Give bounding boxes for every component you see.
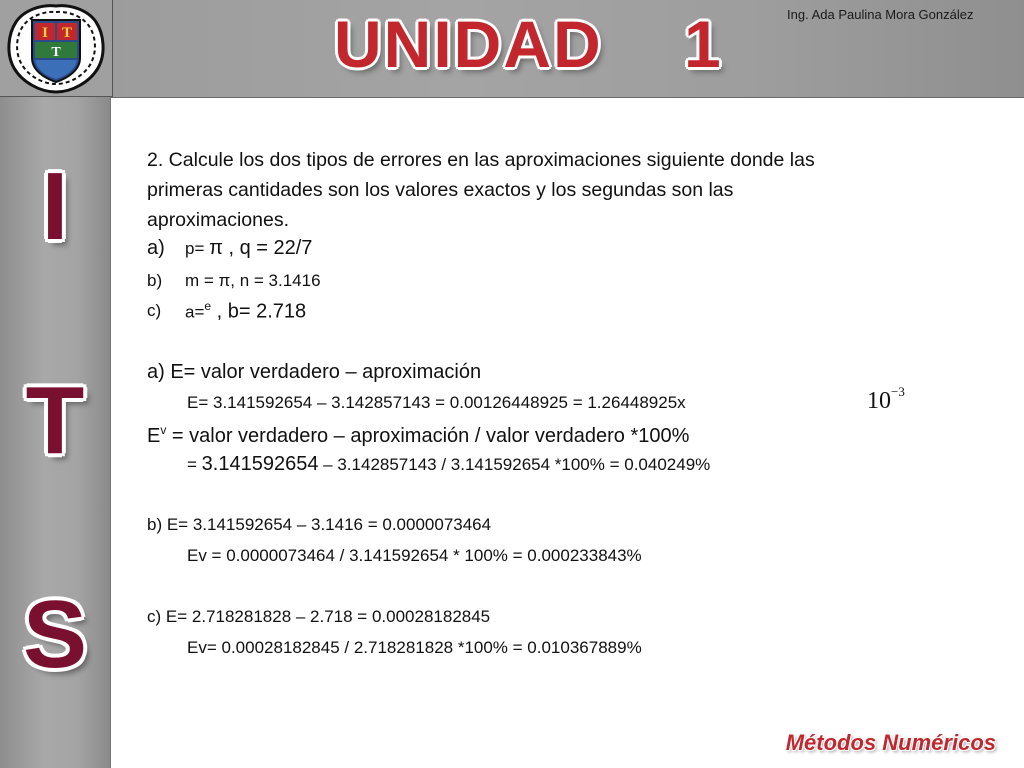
section-c-line2: Ev= 0.00028182845 / 2.718281828 *100% = 0.010367889% bbox=[187, 638, 642, 657]
power-base: 10 bbox=[867, 388, 891, 414]
item-b-marker: b) bbox=[147, 271, 163, 290]
sidebar-letter-i: I bbox=[41, 153, 69, 260]
page-title: UNIDAD 1 bbox=[334, 7, 723, 81]
line3-eq: = bbox=[187, 455, 202, 474]
section-c-line1: c) E= 2.718281828 – 2.718 = 0.00028182845 bbox=[147, 607, 491, 626]
section-a-line3 bbox=[187, 453, 710, 476]
course-title: Métodos Numéricos bbox=[785, 730, 996, 755]
svg-text:I: I bbox=[42, 25, 48, 41]
item-b-text-b: 3.1416 bbox=[268, 271, 321, 290]
logo-container bbox=[0, 0, 113, 97]
power-of-ten bbox=[867, 384, 905, 415]
item-b bbox=[147, 269, 321, 292]
ev-prefix: E bbox=[147, 425, 161, 447]
item-c-marker: c) bbox=[147, 301, 162, 320]
section-a-line1: E= 3.141592654 – 3.142857143 = 0.00126448925 = 1.26448925x bbox=[187, 393, 686, 412]
item-c-text-b: , b= 2.718 bbox=[211, 300, 307, 323]
item-c-text-a: a= bbox=[185, 302, 205, 322]
item-a-text-b: π , q = 22/7 bbox=[209, 237, 313, 259]
header-band bbox=[0, 0, 1024, 98]
item-c bbox=[147, 299, 307, 323]
its-logo-icon bbox=[0, 0, 112, 96]
item-a-text-a: p= bbox=[185, 239, 210, 258]
intro-line-1: 2. Calcule los dos tipos de errores en las aproximaciones siguiente donde las bbox=[147, 149, 815, 171]
ev-subscript: v bbox=[160, 423, 167, 437]
author-name: Ing. Ada Paulina Mora González bbox=[787, 7, 974, 22]
ev-text: = valor verdadero – aproximación / valor verdadero *100% bbox=[166, 425, 690, 447]
section-a-heading: a) E= valor verdadero – aproximación bbox=[147, 361, 482, 383]
power-exponent: −3 bbox=[891, 384, 905, 399]
svg-text:T: T bbox=[61, 25, 73, 41]
sidebar bbox=[0, 97, 111, 768]
intro-line-3: aproximaciones. bbox=[147, 209, 289, 231]
intro-line-2: primeras cantidades son los valores exactos y los segundas son las bbox=[147, 179, 734, 201]
section-a-ev-formula bbox=[147, 423, 689, 448]
svg-text:T: T bbox=[51, 45, 61, 60]
item-b-text-a: m = π, n = bbox=[185, 271, 269, 290]
line3-value: 3.141592654 bbox=[201, 453, 319, 475]
section-b-line2: Ev = 0.0000073464 / 3.141592654 * 100% = 0.000233843% bbox=[187, 546, 642, 565]
sidebar-letter-t: T bbox=[25, 367, 85, 474]
line3-rest: – 3.142857143 / 3.141592654 *100% = 0.040249% bbox=[318, 455, 711, 474]
section-b-line1: b) E= 3.141592654 – 3.1416 = 0.0000073464 bbox=[147, 515, 492, 534]
item-a bbox=[147, 237, 313, 260]
item-c-sup: e bbox=[204, 299, 212, 313]
sidebar-letter-s: S bbox=[22, 581, 88, 688]
item-a-marker: a) bbox=[147, 237, 165, 259]
